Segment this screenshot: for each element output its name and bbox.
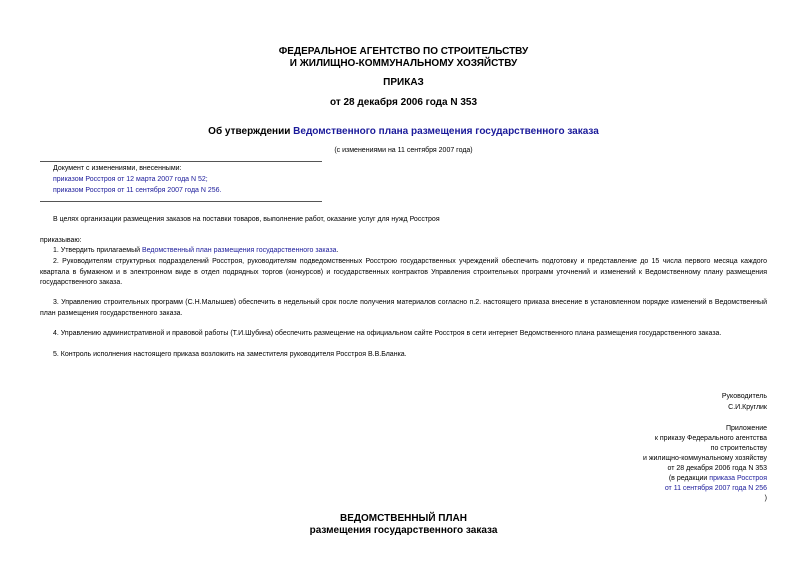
appendix-line-2: к приказу Федерального агентства: [654, 435, 767, 442]
appendix-line-6: [669, 474, 767, 484]
doc-type: ПРИКАЗ: [383, 77, 424, 88]
agency-name-line2: И ЖИЛИЩНО-КОММУНАЛЬНОМУ ХОЗЯЙСТВУ: [289, 58, 518, 69]
changes-link-2[interactable]: приказом Росстроя от 11 сентября 2007 года N 256.: [53, 187, 222, 194]
title-link[interactable]: Ведомственного плана размещения государственного заказа: [293, 126, 599, 137]
date-number: от 28 декабря 2006 года N 353: [329, 97, 478, 108]
item-4: 4. Управлению административной и правовой работы (Т.И.Шубина) обеспечить размещение на официальном сайте Росстроя в сети интернет Ведомственного плана размещения государственного заказа.: [53, 330, 722, 337]
appendix-line-4: и жилищно-коммунальному хозяйству: [642, 455, 767, 462]
item1-suffix: .: [336, 247, 339, 254]
item-2: 2. Руководителям структурных подразделений Росстроя, руководителям подведомственных Росстрою государственных учреждений обеспечить подготовку и представление до 15 числа первого месяца каждого квартала в бумажном и в электронном виде в отдел подрядных торгов (конкурсов) и государственных контрактов Управления строительных программ уточнений и изменений к Ведомственному плану размещения государственного заказа.: [40, 258, 767, 286]
appendix-l6-prefix: (в редакции: [668, 475, 710, 482]
plan-title: ВЕДОМСТВЕННЫЙ ПЛАН: [340, 513, 467, 524]
appendix-line-8: ): [764, 495, 767, 502]
revision-note: (с изменениями на 11 сентября 2007 года): [334, 147, 473, 154]
changes-intro: Документ с изменениями, внесенными:: [53, 165, 182, 172]
item1-link[interactable]: Ведомственный план размещения государственного заказа: [141, 247, 337, 254]
appendix-line-1: Приложение: [725, 425, 767, 432]
item-3: 3. Управлению строительных программ (С.Н.Малышев) обеспечить в недельный срок после получения материалов согласно п.2. настоящего приказа внесение в установленном порядке изменений в Ведомственный план размещения государственного заказа.: [40, 299, 767, 317]
item1-prefix: 1. Утвердить прилагаемый: [53, 247, 142, 254]
agency-name-line1: ФЕДЕРАЛЬНОЕ АГЕНТСТВО ПО СТРОИТЕЛЬСТВУ: [278, 46, 529, 57]
changes-top-divider: [40, 161, 322, 162]
item-1: [53, 246, 773, 256]
changes-bottom-divider: [40, 201, 322, 202]
order-word: приказываю:: [40, 237, 82, 244]
appendix-link-order[interactable]: приказа Росстроя: [709, 475, 767, 482]
signature-name: С.И.Круглик: [728, 404, 767, 411]
signature-position: Руководитель: [721, 393, 767, 400]
appendix-link-date[interactable]: от 11 сентября 2007 года N 256: [664, 485, 767, 492]
preamble: В целях организации размещения заказов на поставки товаров, выполнение работ, оказание услуг для нужд Росстроя: [53, 216, 440, 223]
changes-link-1[interactable]: приказом Росстроя от 12 марта 2007 года N 52;: [53, 176, 208, 183]
page-title: [0, 126, 807, 137]
title-prefix: Об утверждении: [208, 126, 294, 137]
plan-subtitle: размещения государственного заказа: [309, 525, 498, 536]
appendix-line-5: от 28 декабря 2006 года N 353: [667, 465, 767, 472]
appendix-line-3: по строительству: [710, 445, 767, 452]
item-5: 5. Контроль исполнения настоящего приказа возложить на заместителя руководителя Росстроя В.В.Бланка.: [53, 351, 407, 358]
